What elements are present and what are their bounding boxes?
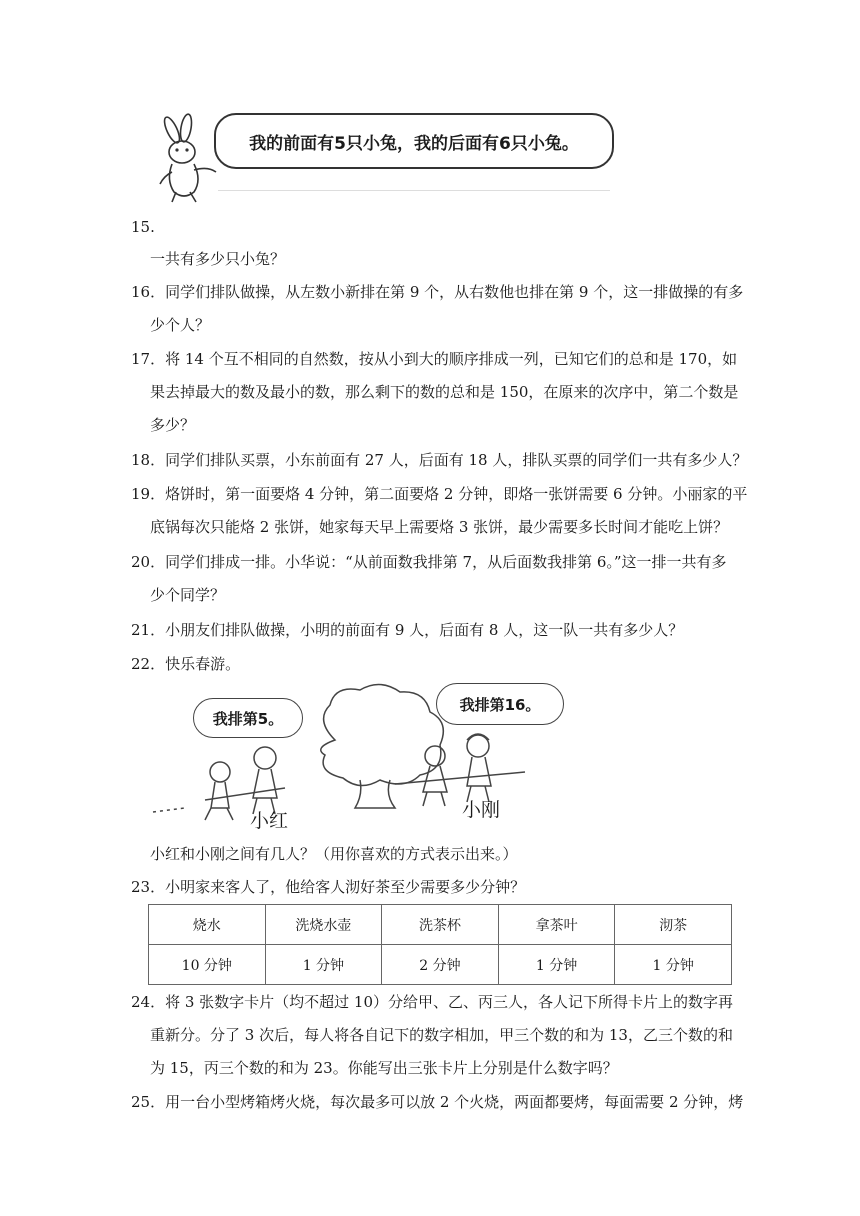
q15-question: 一共有多少只小兔？ (150, 250, 286, 268)
table-cell: 拿茶叶 (498, 905, 615, 945)
q16-line-1: 16．同学们排队做操，从左数小新排在第 9 个，从右数他也排在第 9 个，这一排做操的有多 (131, 283, 744, 301)
table-cell: 1 分钟 (615, 945, 732, 985)
q17-line-2: 果去掉最大的数及最小的数，那么剩下的数的总和是 150，在原来的次序中，第二个数是 (150, 383, 739, 401)
q19-line-2: 底锅每次只能烙 2 张饼，她家每天早上需要烙 3 张饼，最少需要多长时间才能吃上饼？ (150, 518, 729, 536)
q24-line-1: 24．将 3 张数字卡片（均不超过 10）分给甲、乙、丙三人，各人记下所得卡片上的数字再 (131, 993, 734, 1011)
table-cell: 洗茶杯 (382, 905, 499, 945)
table-cell: 沏茶 (615, 905, 732, 945)
q17-line-1: 17．将 14 个互不相同的自然数，按从小到大的顺序排成一列，已知它们的总和是 170，如 (131, 350, 738, 368)
q24-line-2: 重新分。分了 3 次后，每人将各自记下的数字相加，甲三个数的和为 13，乙三个数的和 (150, 1026, 733, 1044)
q22-line-1: 22．快乐春游。 (131, 655, 241, 673)
table-cell: 10 分钟 (149, 945, 266, 985)
rabbit-speech-text: 我的前面有5只小兔，我的后面有6只小兔。 (249, 133, 579, 154)
table-header-row (149, 905, 732, 945)
speech-right-text: 我排第16。 (459, 695, 541, 714)
q18-line-1: 18．同学们排队买票，小东前面有 27 人，后面有 18 人，排队买票的同学们一共有多少人？ (131, 451, 748, 469)
q17-line-3: 多少？ (150, 416, 196, 434)
q15-number: 15. (131, 218, 155, 236)
speech-left-text: 我排第5。 (212, 709, 284, 728)
q16-line-2: 少个人？ (150, 316, 211, 334)
q20-line-1: 20．同学们排成一排。小华说：“从前面数我排第 7，从后面数我排第 6。”这一排一共有多 (131, 553, 727, 571)
name-xiaohong: 小红 (250, 810, 289, 832)
q25-line-1: 25．用一台小型烤箱烤火烧，每次最多可以放 2 个火烧，两面都要烤，每面需要 2 分钟，烤 (131, 1093, 744, 1111)
table-cell: 洗烧水壶 (265, 905, 382, 945)
tea-time-table (148, 904, 732, 985)
q19-line-1: 19．烙饼时，第一面要烙 4 分钟，第二面要烙 2 分钟，即烙一张饼需要 6 分钟。小丽家的平 (131, 485, 748, 503)
rabbit-speech-bubble (214, 113, 614, 169)
q23-title: 23．小明家来客人了，他给客人沏好茶至少需要多少分钟？ (131, 878, 526, 896)
name-xiaogang: 小刚 (462, 799, 501, 821)
q22-question: 小红和小刚之间有几人？（用你喜欢的方式表示出来。） (150, 845, 518, 863)
table-cell: 2 分钟 (382, 945, 499, 985)
q21-line-1: 21．小朋友们排队做操，小明的前面有 9 人，后面有 8 人，这一队一共有多少人？ (131, 621, 684, 639)
table-cell: 烧水 (149, 905, 266, 945)
q24-line-3: 为 15，丙三个数的和为 23。你能写出三张卡片上分别是什么数字吗？ (150, 1059, 618, 1077)
q20-line-2: 少个同学？ (150, 586, 226, 604)
table-cell: 1 分钟 (265, 945, 382, 985)
bubble-baseline (218, 190, 610, 191)
table-cell: 1 分钟 (498, 945, 615, 985)
table-row (149, 945, 732, 985)
